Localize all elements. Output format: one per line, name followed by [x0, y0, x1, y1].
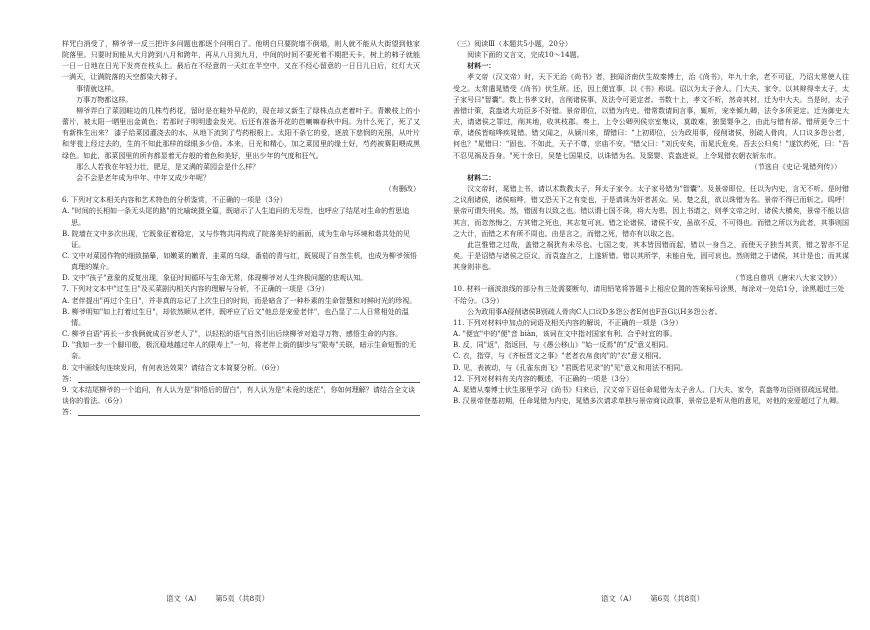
question-7-option-b: B. 柳爷明知"如上打着过生日"，却依然顺从老伴，既呼应了后文"他总是宠爱老伴"，也凸显了二人日常相处的温情。 [62, 306, 409, 327]
question-12-option-a: A. 晁错从秦博士伏生那里学习《尚书》归来后，汉文帝下诏任命晁错为太子舍人、门大夫、家令，袁盎等功臣则很疏远晁错。 [453, 384, 844, 394]
edit-note: （有删改） [384, 184, 420, 194]
question-7: 7. 下列对文本中"过生日"及买菜剧沟相关内容的理解与分析，不正确的一项是（3分） [62, 284, 329, 294]
material-2-text-continued: 此岂惟错之过哉，盖错之祸犹有未尽也。七国之变，其本皆因错而起，错以一身当之，而使天子独当其责，错之智亦不足矣。于是诏错与诸侯之臣议，而袁盎言之，上遂斩错。错以其所学，未能自免，固可哀也。然则错之于诸侯，其计是也；而其谋其身则非也。 [453, 239, 849, 272]
question-6: 6. 下列对文本相关内容和艺术特色的分析鉴赏，不正确的一项是（3分） [62, 195, 287, 205]
question-8: 8. 文中画线句连续发问，有何表达效果？请结合文本简要分析。（6分） [62, 362, 284, 372]
story-paragraph-4: 柳爷弄白了菜园畦边的几株芍药花，留时是在畦外早花的，现在却又新生了绿株点点老着叶子。青嫩枝上的小蕾片，被太阳一晒里出金黄色；若那时子明明遗金发光，后还有准备开花的芭喇嘛春秋中间。为什么死了，死了又有新株生出来？ 漆子给菜园灌浇去的水，从地下流到了芍药根根上。太阳不条它的爱，逐放下慈悯的光照，从叶片和芽苞上经过去的，生的不知此那样的绿眼多少倍。本来，日光和精心，加之菜园里的缘土好，芍药被赛阳喂成黑绿色。如此，那菜园里的所有都显着无存般的着色和美好，里出少年的气度和狂气。 [62, 105, 420, 160]
story-paragraph-2: 事情就这样。 [76, 83, 119, 93]
footer-page-number: 第6页（共8页） [650, 594, 704, 603]
footer-page-number: 第5页（共8页） [215, 594, 269, 603]
right-page-footer [435, 593, 870, 604]
question-7-option-a: A. 老伴提出"再过个生日"，并非真的忘记了上次生日的时间，而是暗含了一种朴素的生命智慧和对鲜时光的珍视。 [62, 295, 417, 305]
answer-label: 答： [62, 373, 77, 383]
material-1-source: （节选自《史记·晁错列传》） [750, 161, 841, 171]
section-heading: （三）阅读Ⅲ（本题共5小题，20分） [453, 39, 572, 48]
question-11-option-b: B. 反，同"返"，指返回，与《愚公移山》"始一反焉"的"反"意义相同。 [453, 340, 673, 350]
story-paragraph-1: 样咒白消受了，柳爷爷一反三把许多问题也都逐个问明白了。他明白只要院墙不倒塌，则人就不能从大街望到他家院落里。只要时间能从大月跨到八月和跨年，再从八月到九月，中间的时间不要死着不期把天卡，树上的柿子就能一日一日地在日光下发亮在枝头上。最后在不经意的一天红在半空中，又在不经心留意的一日日儿日后，红灯大灭一满天，让满院落的天空都染大柿子。 [62, 39, 420, 82]
question-6-option-d: D. 文中"孩子"意象的反复出现，象征时间循环与生命无常，体现柳爷对人生终极问题的悲观认知。 [62, 273, 368, 283]
material-2-title: 材料二： [467, 172, 496, 182]
left-column [62, 38, 420, 417]
question-12: 12. 下列对材料有关内容的概述，不正确的一项是（3分） [453, 373, 634, 383]
left-page-footer [0, 593, 435, 604]
question-10: 10. 材料一画波浪线的部分有三处需要断句，请用铅笔将答题卡上相应位置的答案标号涂黑，每涂对一处给1分，涂黑超过三处不给分。（3分） [453, 284, 845, 305]
question-9-answer-line[interactable] [62, 406, 420, 417]
material-2-source: （节选自曾巩《唐宋八大家文钞》） [731, 273, 841, 283]
material-2-text: 汉文帝时，晁错上书，请以术数教太子，拜太子家令。太子家号错为"智囊"。及景帝即位，任以为内史，言无不听。是时错之议削诸侯，诸侯喧哗，错又恐天下之有变也，于是请诛为奸者甚众。吴、楚之乱，欲以诛错为名。景帝不得已而斩之。呜呼！景帝可谓失刑矣。然，错固有以致之也。错以谓七国不诛，将大为患，因上书请之，则孝文帝之时，诸侯大横矣，景帝不能以信其言，而忽然悔之，方其错之死也，其志复可哀。错之论诸侯，诸侯不安，虽欲不反，不可得也。而错之所以为此者，其事则国之大计，而错之术有所不周也。由是言之，而错之死，错亦有以取之也。 [453, 184, 849, 238]
footer-subject: 语文（A） [600, 594, 636, 603]
question-10-sentence: 公为政用事A侵削诸侯B别疏人骨肉C人口议D多怨公者E何也F吾G以H多怨公者。 [467, 306, 722, 316]
footer-subject: 语文（A） [165, 594, 201, 603]
question-6-option-a: A. "时间的长相如一条无头尾的路"的比喻统摄全篇，既暗示了人生追问的无尽性，也呼应了结尾对生命的哲思追思。 [62, 206, 410, 227]
question-12-option-b: B. 汉景帝登基初期，任命晁错为内史，晁错多次请求单独与景帝商议政事，景帝总是听从他的意见，对他的宠爱超过了九卿。 [453, 396, 844, 405]
question-9: 9. 文本结尾柳爷的一个追问，有人认为是"抑悟后的留白"，有人认为是"未竟的迷茫"，你如何理解？请结合全文谈谈你的看法。（6分） [62, 384, 416, 405]
material-1-title: 材料一： [467, 61, 496, 71]
question-8-answer-line[interactable] [62, 373, 420, 384]
question-11-option-d: D. 见，表被动，与《孔雀东南飞》"君既若见录"的"见"意义和用法不相同。 [453, 362, 688, 372]
question-6-option-c: C. 文中对菜园作物的细致描摹，如嫩菜的嫩青，韭菜的乌绿，番茄的青与红，既展现了自然生机，也成为柳爷领悟真理的媒介。 [62, 250, 417, 272]
question-11: 11. 下列对材料中加点的词语及相关内容的解说，不正确的一项是（3分） [453, 317, 683, 327]
question-11-option-c: C. 衣，指穿，与《齐桓晋文之事》"老者衣帛食肉"的"衣"意义相同。 [453, 351, 666, 361]
answer-underline [78, 373, 420, 383]
right-page [435, 0, 870, 630]
story-paragraph-3: 万事万物都这样。 [76, 94, 133, 104]
question-7-option-d: D. "我如一步一个脚印般，极沉稳地越过年人的限寿上"一句，将老伴上街的脚步与"限寿"关联，暗示生命短暂的无奈。 [62, 340, 417, 361]
answer-underline [78, 406, 420, 416]
story-paragraph-5: 那么人若我在年轻力壮，肥足，是又满的菜园会是什么样？ [76, 161, 260, 171]
material-1-text: 孝文帝（汉文帝）时，天下无治《尚书》者，独闻济南伏生故秦博士，治《尚书》，年九十余，老不可征，乃诏太常使人往受之。太常遣晁错受《尚书》伏生所。还，因上便宜事，以《书》称说。诏以为太子舍人、门大夫、家令。以其辩得幸太子，太子家号曰"智囊"。数上书孝文时，言削诸侯事，及法令可更定者。书数十上，孝文不听，然奇其材，迁为中大夫。当是时，太子善错计策，袁盎诸大功臣多不好错。景帝即位，以错为内史。错常数请间言事，辄听，宠幸倾九卿，法令多所更定。迁为御史大夫，请诸侯之罪过，削其地，收其枝郡。奏上，上令公卿列侯宗室集议，莫敢难，独窦婴争之，由此与错有郤。错所更令三十章，诸侯皆喧哗疾晁错。错父闻之，从颍川来，谓错曰："上初即位，公为政用事，侵削诸侯，别疏人骨肉，人口议多怨公者，何也？"晁错曰："固也。不如此，天子不尊，宗庙不安。"错父曰："刘氏安矣，而晁氏危矣，吾去公归矣！"遂饮药死，曰："吾不忍见祸及吾身。"死十余日，吴楚七国果反，以诛错为名。及窦婴、袁盎进说，上令晁错衣朝衣斩东市。 [453, 72, 849, 160]
right-column [453, 38, 849, 406]
answer-label: 答： [62, 407, 77, 417]
question-6-option-b: B. 院墙在文中多次出现，它既象征着稳定，又与作物共同构成了院落美好的画面，成为生命与环境和谐共处的见证。 [62, 228, 410, 249]
reading-instruction: 阅读下面的文言文，完成10～14题。 [467, 50, 584, 60]
question-7-option-c: C. 柳爷自语"再长一步我俩就成百岁老人了"，以轻松的语气自然引出后续柳爷对追寻万物、感悟生命的内容。 [62, 329, 403, 339]
story-paragraph-6: 会不会是老年成为中年、中年又成少年呢？ [76, 172, 210, 182]
question-11-option-a: A. "便宜"中的"便"音 biàn，该词在文中指对国家有利、合乎时宜的事。 [453, 329, 677, 339]
